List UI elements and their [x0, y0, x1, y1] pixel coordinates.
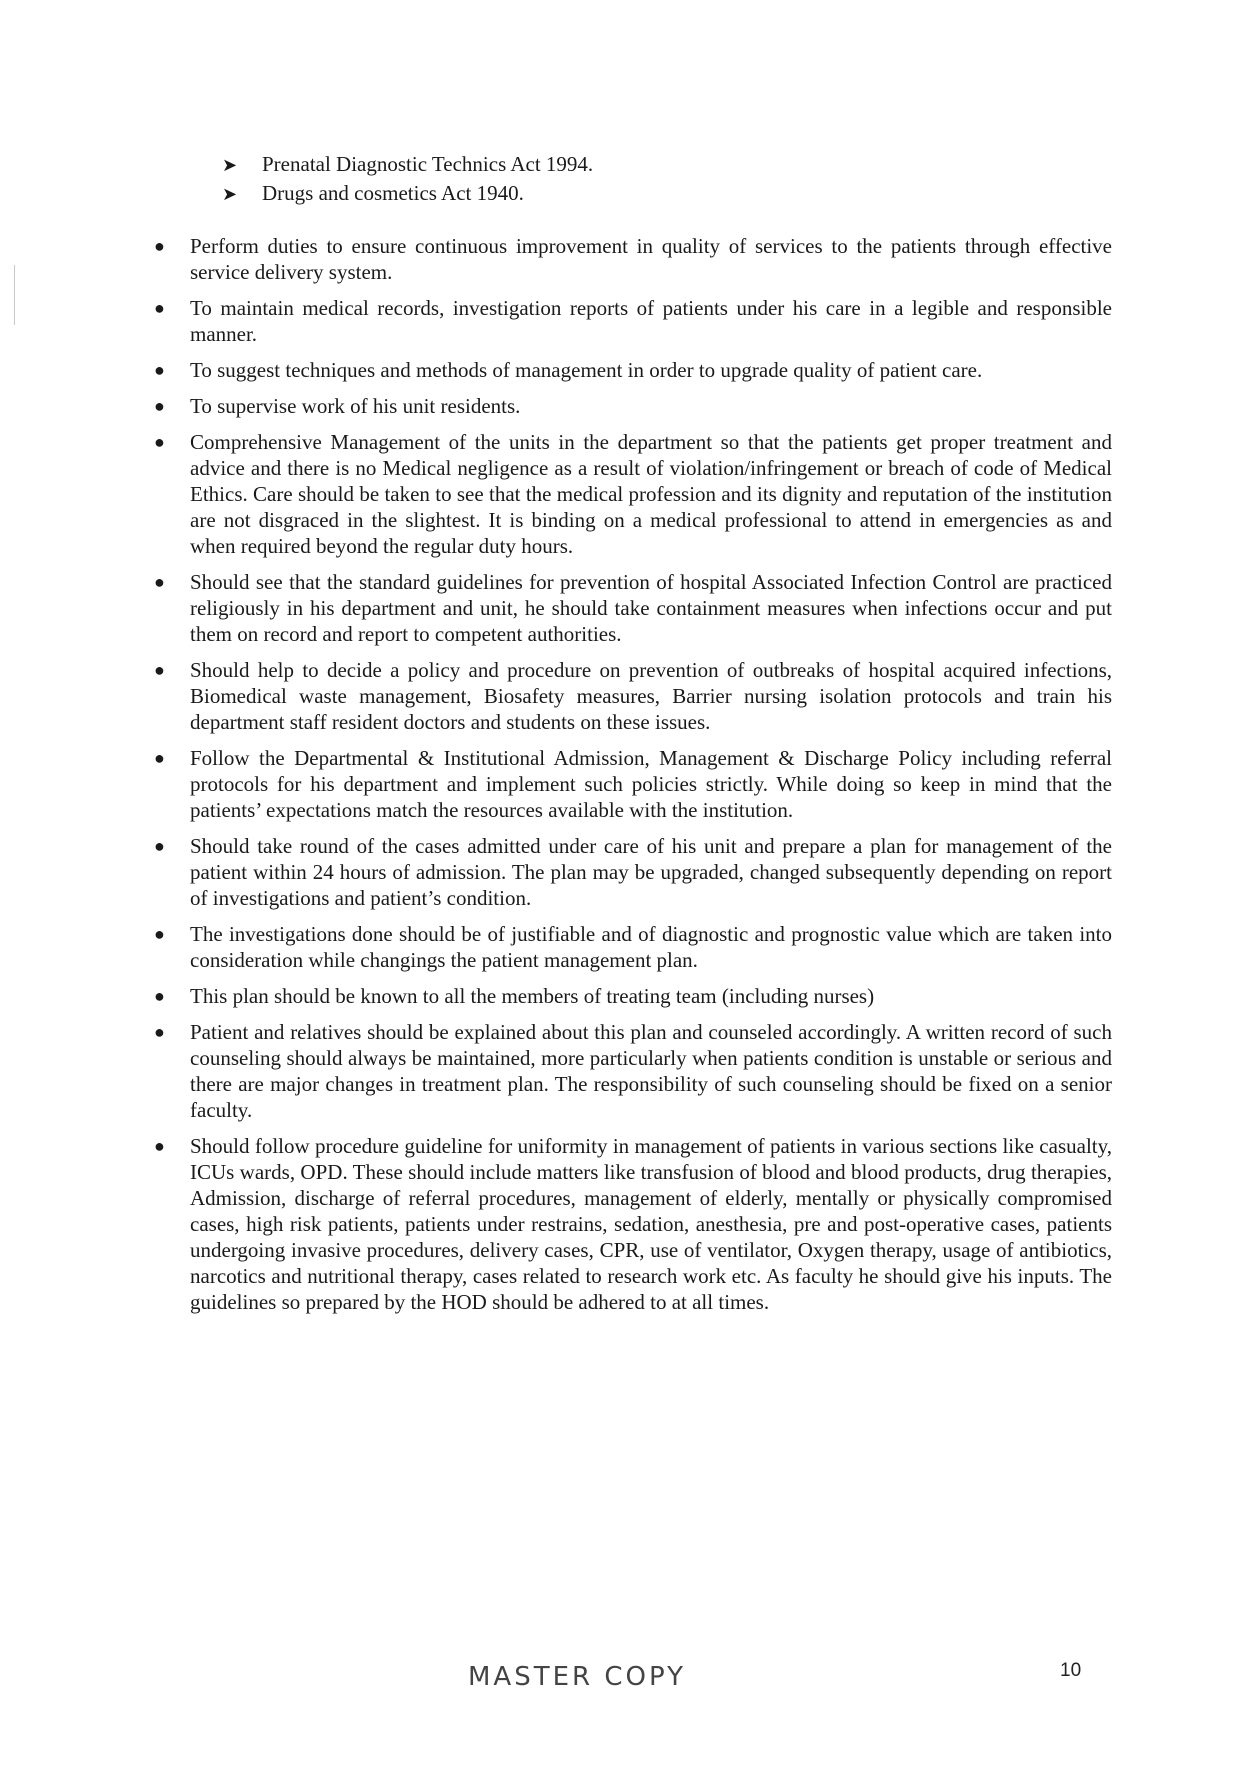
duty-text: To supervise work of his unit residents. [190, 394, 521, 418]
bullet-dot-icon: ● [154, 748, 165, 768]
duty-text: The investigations done should be of justifiable and of diagnostic and prognostic value which are taken into consideration while changings the patient management plan. [190, 922, 1112, 972]
duty-item [150, 357, 1112, 383]
duty-text: Should follow procedure guideline for uniformity in management of patients in various sections like casualty, ICUs wards, OPD. These should include matters like transfusion of blood and blood products, drug therapies, Admission, discharge of referral procedures, management of elderly, mentally or physically compromised cases, high risk patients, patients under restrains, sedation, anesthesia, pre and post-operative cases, patients undergoing invasive procedures, delivery cases, CPR, use of ventilator, Oxygen therapy, usage of antibiotics, narcotics and nutritional therapy, cases related to research work etc. As faculty he should give his inputs. The guidelines so prepared by the HOD should be adhered to at all times. [190, 1134, 1112, 1314]
duty-text: Should see that the standard guidelines for prevention of hospital Associated Infection Control are practiced religiously in his department and unit, he should take containment measures when infections occur and put them on record and report to competent authorities. [190, 570, 1112, 646]
bullet-dot-icon: ● [154, 236, 165, 256]
margin-mark [14, 265, 15, 325]
duty-item [150, 233, 1112, 285]
act-list-item-text: Drugs and cosmetics Act 1940. [262, 181, 524, 205]
duty-text: Patient and relatives should be explained about this plan and counseled accordingly. A written record of such counseling should always be maintained, more particularly when patients condition is unstable or serious and there are major changes in treatment plan. The responsibility of such counseling should be fixed on a senior faculty. [190, 1020, 1112, 1122]
duty-item [150, 983, 1112, 1009]
bullet-dot-icon: ● [154, 298, 165, 318]
duties-list [150, 233, 1112, 1325]
act-list-item [222, 179, 593, 208]
page-number: 10 [1060, 1660, 1082, 1681]
duty-text: This plan should be known to all the members of treating team (including nurses) [190, 984, 875, 1008]
duty-item [150, 745, 1112, 823]
duty-item [150, 393, 1112, 419]
bullet-dot-icon: ● [154, 396, 165, 416]
duty-text: Follow the Departmental & Institutional Admission, Management & Discharge Policy including referral protocols for his department and implement such policies strictly. While doing so keep in mind that the patients’ expectations match the resources available with the institution. [190, 746, 1112, 822]
bullet-dot-icon: ● [154, 986, 165, 1006]
bullet-dot-icon: ● [154, 836, 165, 856]
duty-item [150, 1133, 1112, 1315]
duty-item [150, 295, 1112, 347]
act-list-item [222, 150, 593, 179]
bullet-dot-icon: ● [154, 360, 165, 380]
bullet-dot-icon: ● [154, 432, 165, 452]
duty-text: Should take round of the cases admitted under care of his unit and prepare a plan for management of the patient within 24 hours of admission. The plan may be upgraded, changed subsequently depending on report of investigations and patient’s condition. [190, 834, 1112, 910]
bullet-dot-icon: ● [154, 1022, 165, 1042]
duty-text: Perform duties to ensure continuous improvement in quality of services to the patients through effective service delivery system. [190, 234, 1112, 284]
duty-item [150, 657, 1112, 735]
act-list-item-text: Prenatal Diagnostic Technics Act 1994. [262, 152, 594, 176]
duty-item [150, 569, 1112, 647]
act-list [222, 150, 593, 208]
duty-item [150, 1019, 1112, 1123]
duty-text: Should help to decide a policy and procedure on prevention of outbreaks of hospital acquired infections, Biomedical waste management, Biosafety measures, Barrier nursing isolation protocols and train his department staff resident doctors and students on these issues. [190, 658, 1112, 734]
bullet-dot-icon: ● [154, 1136, 165, 1156]
bullet-dot-icon: ● [154, 660, 165, 680]
arrow-bullet-icon: ➤ [222, 184, 238, 204]
duty-text: To suggest techniques and methods of management in order to upgrade quality of patient care. [190, 358, 983, 382]
bullet-dot-icon: ● [154, 924, 165, 944]
duty-item [150, 429, 1112, 559]
duty-item [150, 833, 1112, 911]
arrow-bullet-icon: ➤ [222, 155, 238, 175]
bullet-dot-icon: ● [154, 572, 165, 592]
duty-text: Comprehensive Management of the units in the department so that the patients get proper treatment and advice and there is no Medical negligence as a result of violation/infringement or breach of code of Medical Ethics. Care should be taken to see that the medical profession and its dignity and reputation of the institution are not disgraced in the slightest. It is binding on a medical professional to attend in emergencies as and when required beyond the regular duty hours. [190, 430, 1112, 558]
duty-text: To maintain medical records, investigation reports of patients under his care in a legible and responsible manner. [190, 296, 1112, 346]
master-copy-stamp: MASTER COPY [468, 1662, 686, 1692]
duty-item [150, 921, 1112, 973]
